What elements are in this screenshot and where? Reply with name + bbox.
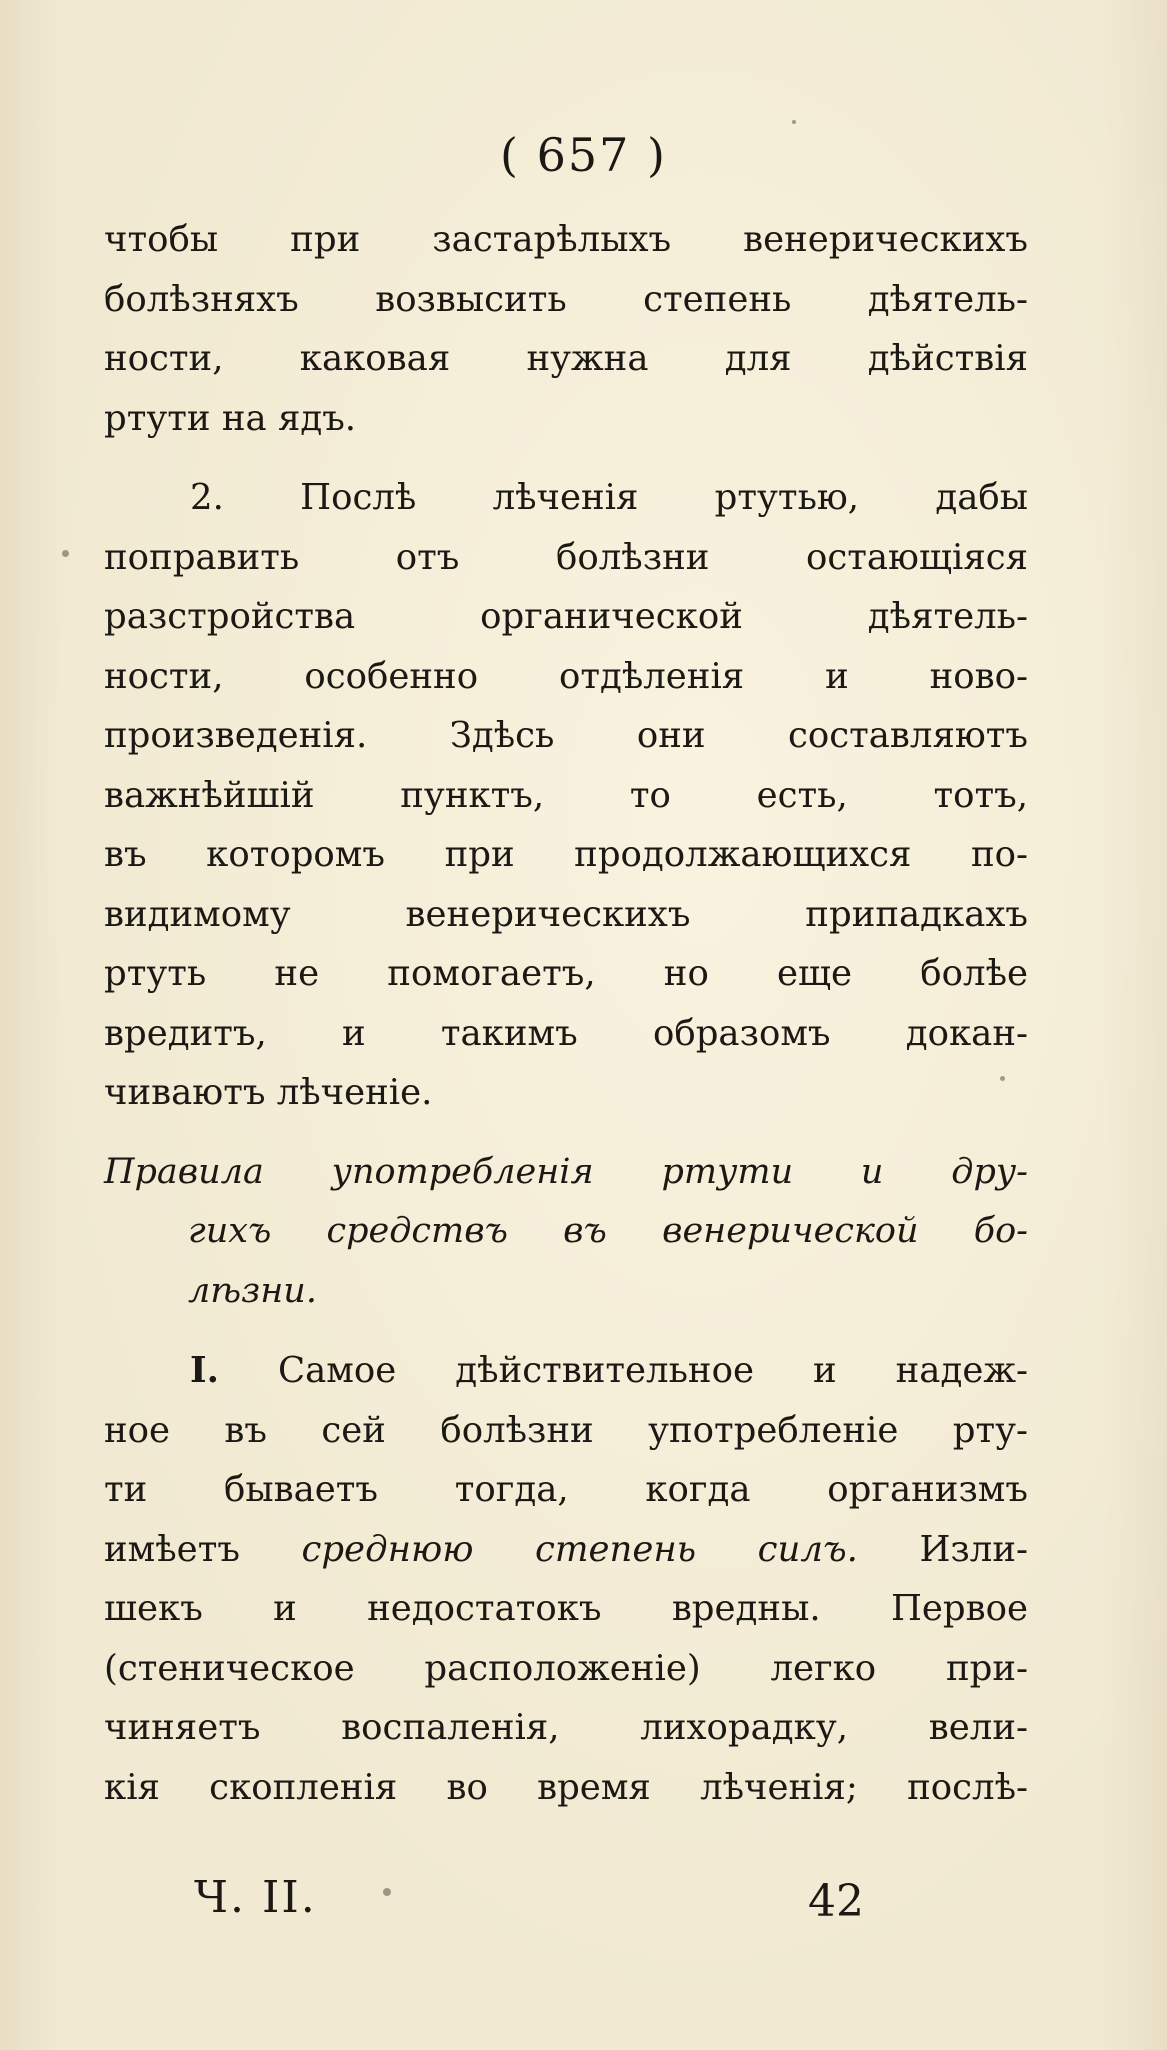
page-body	[104, 210, 1028, 1817]
text-line: произведенія. Здѣсь они составляютъ	[104, 715, 1028, 756]
text-line: кія скопленія во время лѣченія; послѣ-	[104, 1766, 1028, 1808]
print-speck	[383, 1888, 391, 1896]
heading-line: Правила употребленія ртути и дру-	[104, 1151, 1028, 1192]
emphasis-text: среднюю степень силъ.	[301, 1528, 858, 1570]
text-line: чиваютъ лѣченіе.	[104, 1072, 433, 1113]
print-speck	[792, 120, 796, 124]
paragraph-point-2	[104, 468, 1028, 1123]
text-fragment: Изли-	[919, 1528, 1028, 1570]
text-line: видимому венерическихъ припадкахъ	[104, 893, 1028, 935]
text-line: ртуть не помогаетъ, но еще болѣе	[104, 953, 1028, 994]
heading-line: гихъ средствъ въ венерической бо-	[188, 1211, 1028, 1251]
text-line: чиняетъ воспаленія, лихорадку, вели-	[104, 1707, 1028, 1748]
heading-line: лѣзни.	[188, 1270, 317, 1311]
sheet-number: 42	[808, 1876, 864, 1927]
text-line: (стеническое расположеніе) легко при-	[104, 1647, 1028, 1689]
text-fragment: Самое дѣйствительное и надеж-	[277, 1350, 1028, 1391]
text-line: ти бываетъ тогда, когда организмъ	[104, 1469, 1028, 1510]
text-line: въ которомъ при продолжающихся по-	[104, 834, 1028, 875]
page-number-header: ( 657 )	[500, 128, 667, 182]
text-line: ртути на ядъ.	[104, 397, 357, 439]
text-line: ности, особенно отдѣленія и ново-	[104, 655, 1028, 697]
paragraph-rule-1	[104, 1341, 1028, 1817]
text-line	[104, 1520, 1028, 1580]
text-line	[104, 1341, 1028, 1401]
text-line: чтобы при застарѣлыхъ венерическихъ	[104, 219, 1028, 260]
print-speck	[1000, 1076, 1005, 1081]
print-speck	[62, 550, 69, 557]
text-fragment: имѣетъ	[104, 1528, 240, 1570]
text-line: поправить отъ болѣзни остающіяся	[104, 536, 1028, 578]
text-line: вредитъ, и такимъ образомъ докан-	[104, 1012, 1028, 1054]
signature-mark: Ч. II.	[194, 1872, 317, 1923]
section-heading	[104, 1143, 1028, 1322]
text-line: важнѣйшій пунктъ, то есть, тотъ,	[104, 774, 1028, 816]
paragraph-continuation	[104, 210, 1028, 448]
text-line: болѣзняхъ возвысить степень дѣятель-	[104, 278, 1028, 320]
text-line: ное въ сей болѣзни употребленіе рту-	[104, 1409, 1028, 1451]
roman-numeral: I.	[190, 1350, 219, 1391]
text-line: шекъ и недостатокъ вредны. Первое	[104, 1588, 1028, 1629]
text-line: 2. Послѣ лѣченія ртутью, дабы	[190, 477, 1028, 518]
text-line: разстройства органической дѣятель-	[104, 596, 1028, 637]
text-line: ности, каковая нужна для дѣйствія	[104, 338, 1028, 379]
